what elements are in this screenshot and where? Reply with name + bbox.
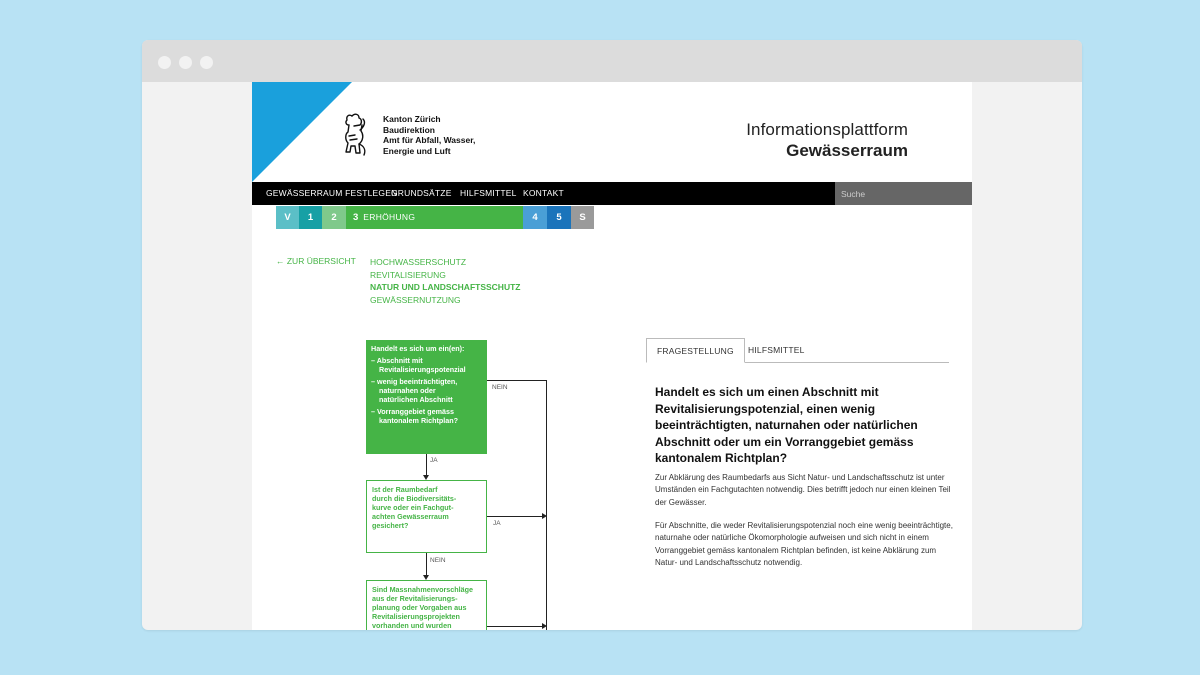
- flow-box-line: planung oder Vorgaben aus: [372, 603, 467, 612]
- search-input[interactable]: Suche: [835, 182, 972, 205]
- flow-label-nein: NEIN: [430, 557, 446, 564]
- flow-box-question-1[interactable]: [366, 340, 487, 454]
- question-heading: Handelt es sich um einen Abschnitt mit Revitalisierungspotenzial, einen wenig beeinträchtigten, naturnahen oder natürlichen Abschnitt oder um ein Vorranggebiet gemäss kantonalem Richtplan?: [655, 385, 918, 465]
- flow-label-nein: NEIN: [492, 384, 508, 391]
- flow-box-line: natürlichen Abschnitt: [379, 395, 453, 404]
- flow-box-line: achten Gewässerraum: [372, 512, 449, 521]
- step-sublabel: ERHÖHUNG: [363, 212, 416, 222]
- flow-box-question-3[interactable]: [366, 580, 487, 630]
- flow-box-line: Handelt es sich um ein(en):: [371, 344, 465, 353]
- step-5[interactable]: [547, 206, 571, 229]
- flow-label-ja: JA: [493, 520, 501, 527]
- main-navigation: [252, 182, 972, 205]
- back-to-overview-link[interactable]: ← ZUR ÜBERSICHT: [276, 256, 356, 266]
- flow-box-line: vorhanden und wurden: [372, 621, 452, 630]
- flow-box-line: Ist der Raumbedarf: [372, 485, 438, 494]
- nav-item-gewaesserraum-festlegen[interactable]: GEWÄSSERRAUM FESTLEGEN: [266, 188, 398, 198]
- flow-box-line: naturnahen oder: [379, 386, 436, 395]
- tab-hilfsmittel[interactable]: HILFSMITTEL: [748, 345, 805, 355]
- step-1[interactable]: [299, 206, 322, 229]
- step-label: V: [284, 212, 291, 223]
- flow-connector: [546, 380, 547, 630]
- step-2[interactable]: [322, 206, 346, 229]
- step-label: 4: [532, 212, 538, 223]
- topic-link-natur-landschaftsschutz[interactable]: NATUR UND LANDSCHAFTSSCHUTZ: [370, 282, 521, 292]
- step-label: S: [579, 212, 586, 223]
- platform-title-line2: Gewässerraum: [786, 141, 908, 160]
- nav-item-grundsaetze[interactable]: GRUNDSÄTZE: [391, 188, 452, 198]
- info-tabs: [646, 338, 949, 363]
- window-dot-minimize[interactable]: [179, 56, 192, 69]
- nav-item-kontakt[interactable]: KONTAKT: [523, 188, 564, 198]
- flow-box-line: Revitalisierungsprojekten: [372, 612, 460, 621]
- flow-box-line: Revitalisierungspotenzial: [379, 365, 466, 374]
- step-label: 2: [331, 212, 337, 223]
- flow-box-line: durch die Biodiversitäts-: [372, 494, 457, 503]
- flow-connector: [487, 626, 543, 627]
- step-v[interactable]: [276, 206, 299, 229]
- flow-box-line: gesichert?: [372, 521, 409, 530]
- window-titlebar: [142, 40, 1082, 82]
- flow-box-line: kantonalem Richtplan?: [379, 416, 459, 425]
- org-line: Kanton Zürich: [383, 114, 441, 124]
- step-label: 3: [353, 212, 359, 223]
- flow-label-ja: JA: [430, 457, 438, 464]
- window-dot-close[interactable]: [158, 56, 171, 69]
- flow-box-line: – Vorranggebiet gemäss: [371, 407, 454, 416]
- org-line: Energie und Luft: [383, 145, 451, 156]
- step-s[interactable]: [571, 206, 594, 229]
- flow-box-line: kurve oder ein Fachgut-: [372, 503, 454, 512]
- flow-connector: [487, 516, 543, 517]
- flow-arrow-right: [542, 623, 547, 629]
- nav-item-hilfsmittel[interactable]: HILFSMITTEL: [460, 188, 517, 198]
- step-label: 1: [307, 212, 314, 223]
- flow-arrow-right: [542, 513, 547, 519]
- browser-window: [142, 40, 1082, 630]
- flow-box-line: – Abschnitt mit: [371, 356, 423, 365]
- step-3-active[interactable]: [346, 206, 523, 229]
- org-line: Baudirektion: [383, 124, 435, 135]
- platform-title: [746, 120, 908, 161]
- flow-box-line: – wenig beeinträchtigten,: [371, 377, 458, 386]
- topic-link-gewaessernutzung[interactable]: GEWÄSSERNUTZUNG: [370, 294, 461, 305]
- body-paragraph-1: Zur Abklärung des Raumbedarfs aus Sicht Natur- und Landschaftsschutz ist unter Umständen ein Fachgutachten notwendig. Dies betrifft jedoch nur einen kleinen Teil der Gewässer.: [655, 473, 951, 507]
- decision-flowchart: [362, 340, 562, 630]
- body-paragraph-2: Für Abschnitte, die weder Revitalisierungspotenzial noch eine wenig beeinträchtigte, naturnahe oder natürliche Ökomorphologie aufweisen und sich nicht in einem Vorranggebiet gemäss kantonalem Richtplan befinden, ist keine Abklärung zum Natur- und Landschaftsschutz notwendig.: [655, 521, 953, 568]
- topic-list: [370, 256, 520, 306]
- tab-fragestellung[interactable]: FRAGESTELLUNG: [646, 338, 745, 363]
- window-dot-maximize[interactable]: [200, 56, 213, 69]
- flow-box-line: Sind Massnahmenvorschläge: [372, 585, 474, 594]
- topic-link-hochwasserschutz[interactable]: HOCHWASSERSCHUTZ: [370, 257, 467, 267]
- brand-triangle: [252, 82, 352, 182]
- topic-link-revitalisierung[interactable]: REVITALISIERUNG: [370, 269, 446, 280]
- platform-title-line1: Informationsplattform: [746, 120, 908, 139]
- flow-connector: [426, 553, 427, 577]
- step-4[interactable]: [523, 206, 547, 229]
- flow-box-question-2[interactable]: [366, 480, 487, 553]
- zurich-lion-logo-icon[interactable]: [340, 110, 370, 160]
- web-page: [252, 82, 972, 630]
- flow-box-line: aus der Revitalisierungs-: [372, 594, 458, 603]
- organization-name: [383, 114, 475, 156]
- flow-connector: [487, 380, 546, 381]
- step-label: 5: [556, 212, 562, 223]
- org-line: Amt für Abfall, Wasser,: [383, 135, 476, 145]
